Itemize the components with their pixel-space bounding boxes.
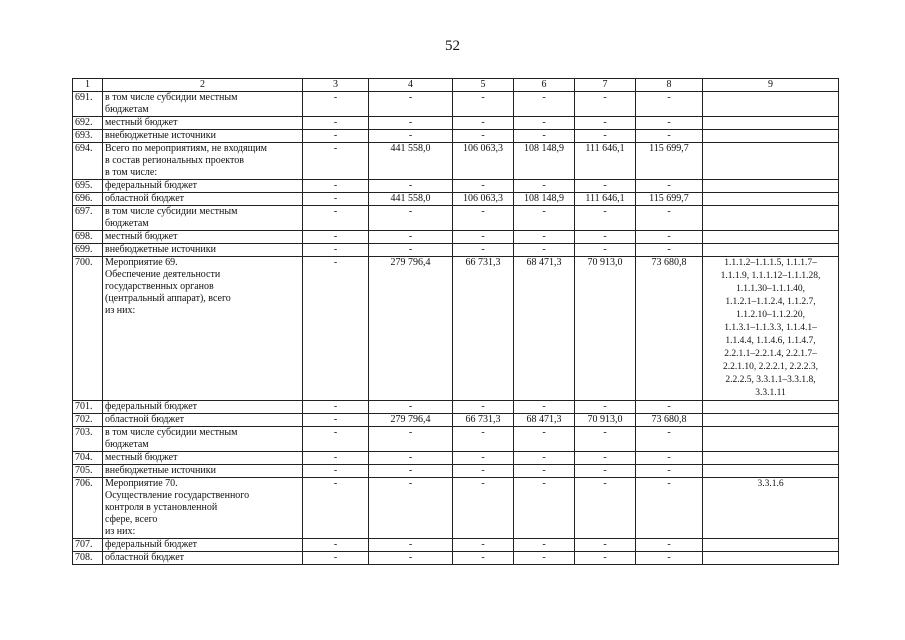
row-name	[103, 414, 303, 427]
value-cell: -	[453, 465, 514, 478]
row-name-line: из них:	[105, 305, 136, 316]
row-number: 707.	[73, 539, 103, 552]
value-cell: -	[636, 552, 703, 565]
row-number: 692.	[73, 117, 103, 130]
table-row	[73, 130, 839, 143]
row-number: 691.	[73, 92, 103, 117]
value-cell: -	[369, 244, 453, 257]
value-cell: -	[453, 244, 514, 257]
value-cell: -	[514, 478, 575, 539]
codes-cell	[703, 92, 839, 117]
value-cell: -	[369, 117, 453, 130]
row-name	[103, 478, 303, 539]
row-name-line: федеральный бюджет	[105, 401, 198, 412]
value-cell: -	[575, 401, 636, 414]
value-cell: -	[369, 478, 453, 539]
value-cell: -	[575, 231, 636, 244]
value-cell: -	[369, 92, 453, 117]
codes-cell	[703, 414, 839, 427]
value-cell: 108 148,9	[514, 143, 575, 180]
row-number: 701.	[73, 401, 103, 414]
table-row	[73, 231, 839, 244]
row-number: 708.	[73, 552, 103, 565]
row-name	[103, 427, 303, 452]
row-number: 694.	[73, 143, 103, 180]
row-name-line: Обеспечение деятельности	[105, 269, 221, 280]
value-cell: -	[303, 117, 369, 130]
value-cell: 111 646,1	[575, 193, 636, 206]
value-cell: -	[514, 452, 575, 465]
value-cell: 68 471,3	[514, 257, 575, 401]
value-cell: -	[303, 130, 369, 143]
row-name-line: местный бюджет	[105, 231, 178, 242]
value-cell: -	[303, 257, 369, 401]
value-cell: -	[636, 92, 703, 117]
value-cell: 115 699,7	[636, 143, 703, 180]
value-cell: -	[575, 539, 636, 552]
value-cell: 279 796,4	[369, 257, 453, 401]
codes-cell	[703, 427, 839, 452]
value-cell: 66 731,3	[453, 414, 514, 427]
value-cell: -	[575, 117, 636, 130]
row-name-line: Осуществление государственного	[105, 490, 250, 501]
value-cell: -	[453, 452, 514, 465]
value-cell: -	[453, 180, 514, 193]
code-line: 1.1.2.1–1.1.2.4, 1.1.2.7,	[725, 297, 816, 307]
value-cell: -	[636, 130, 703, 143]
value-cell: -	[303, 427, 369, 452]
page-number: 52	[445, 38, 460, 54]
value-cell: -	[303, 465, 369, 478]
value-cell: -	[514, 117, 575, 130]
value-cell: -	[514, 180, 575, 193]
table-row	[73, 143, 839, 180]
value-cell: -	[514, 427, 575, 452]
code-line: 1.1.1.30–1.1.1.40,	[736, 284, 805, 294]
row-name	[103, 539, 303, 552]
table-row	[73, 452, 839, 465]
codes-cell	[703, 180, 839, 193]
value-cell: -	[514, 231, 575, 244]
column-header: 7	[575, 79, 636, 92]
column-header: 1	[73, 79, 103, 92]
row-name-line: в том числе:	[105, 167, 158, 178]
value-cell: -	[369, 206, 453, 231]
codes-cell	[703, 206, 839, 231]
row-name-line: Мероприятие 69.	[105, 257, 178, 268]
value-cell: 441 558,0	[369, 143, 453, 180]
code-line: 3.3.1.11	[755, 388, 786, 398]
value-cell: -	[369, 130, 453, 143]
value-cell: -	[514, 465, 575, 478]
value-cell: 70 913,0	[575, 257, 636, 401]
row-name-line: Всего по мероприятиям, не входящим	[105, 143, 268, 154]
code-line: 1.1.1.2–1.1.1.5, 1.1.1.7–	[724, 258, 817, 268]
value-cell: -	[369, 539, 453, 552]
row-name	[103, 92, 303, 117]
value-cell: 68 471,3	[514, 414, 575, 427]
value-cell: -	[453, 231, 514, 244]
column-header: 3	[303, 79, 369, 92]
table-row	[73, 478, 839, 539]
row-name-line: федеральный бюджет	[105, 180, 198, 191]
value-cell: -	[453, 206, 514, 231]
column-header: 8	[636, 79, 703, 92]
row-name-line: внебюджетные источники	[105, 465, 216, 476]
value-cell: -	[369, 465, 453, 478]
codes-cell	[703, 244, 839, 257]
value-cell: -	[369, 552, 453, 565]
row-name	[103, 257, 303, 401]
row-name-line: государственных органов	[105, 281, 214, 292]
codes-cell	[703, 478, 839, 539]
row-name-line: контроля в установленной	[105, 502, 218, 513]
value-cell: -	[575, 244, 636, 257]
row-number: 696.	[73, 193, 103, 206]
value-cell: 108 148,9	[514, 193, 575, 206]
code-line: 1.1.1.9, 1.1.1.12–1.1.1.28,	[720, 271, 821, 281]
value-cell: -	[369, 180, 453, 193]
codes-cell	[703, 552, 839, 565]
row-name	[103, 244, 303, 257]
row-name	[103, 130, 303, 143]
row-number: 698.	[73, 231, 103, 244]
row-name	[103, 193, 303, 206]
value-cell: 441 558,0	[369, 193, 453, 206]
codes-cell	[703, 539, 839, 552]
value-cell: -	[514, 206, 575, 231]
value-cell: -	[369, 427, 453, 452]
table-row	[73, 92, 839, 117]
row-name-line: областной бюджет	[105, 193, 185, 204]
row-name	[103, 117, 303, 130]
column-header: 2	[103, 79, 303, 92]
row-number: 703.	[73, 427, 103, 452]
value-cell: -	[636, 452, 703, 465]
value-cell: -	[303, 452, 369, 465]
value-cell: -	[575, 465, 636, 478]
value-cell: -	[303, 244, 369, 257]
value-cell: -	[514, 401, 575, 414]
value-cell: -	[303, 143, 369, 180]
column-header: 5	[453, 79, 514, 92]
table-row	[73, 414, 839, 427]
row-number: 699.	[73, 244, 103, 257]
row-name	[103, 180, 303, 193]
row-name	[103, 401, 303, 414]
codes-cell	[703, 401, 839, 414]
header-row	[73, 79, 839, 92]
row-name-line: в том числе субсидии местным	[105, 92, 238, 103]
value-cell: -	[575, 206, 636, 231]
code-line: 2.2.1.1–2.2.1.4, 2.2.1.7–	[724, 349, 817, 359]
value-cell: -	[369, 452, 453, 465]
row-name-line: в том числе субсидии местным	[105, 427, 238, 438]
value-cell: -	[575, 452, 636, 465]
value-cell: -	[514, 130, 575, 143]
codes-cell	[703, 117, 839, 130]
row-name-line: областной бюджет	[105, 552, 185, 563]
budget-table	[72, 78, 839, 565]
value-cell: -	[636, 206, 703, 231]
row-name-line: в том числе субсидии местным	[105, 206, 238, 217]
row-name	[103, 552, 303, 565]
row-name-line: бюджетам	[105, 218, 149, 229]
value-cell: -	[453, 552, 514, 565]
table-row	[73, 401, 839, 414]
code-line: 1.1.4.4, 1.1.4.6, 1.1.4.7,	[725, 336, 816, 346]
table-row	[73, 193, 839, 206]
row-name-line: внебюджетные источники	[105, 244, 216, 255]
value-cell: 279 796,4	[369, 414, 453, 427]
row-name	[103, 465, 303, 478]
table-body	[73, 92, 839, 565]
row-number: 695.	[73, 180, 103, 193]
row-number: 700.	[73, 257, 103, 401]
value-cell: -	[514, 539, 575, 552]
value-cell: -	[575, 180, 636, 193]
value-cell: 106 063,3	[453, 143, 514, 180]
table-row	[73, 206, 839, 231]
value-cell: -	[369, 231, 453, 244]
codes-cell	[703, 130, 839, 143]
value-cell: -	[636, 244, 703, 257]
code-line: 2.2.2.5, 3.3.1.1–3.3.1.8,	[725, 375, 816, 385]
value-cell: -	[636, 401, 703, 414]
table-row	[73, 244, 839, 257]
value-cell: 115 699,7	[636, 193, 703, 206]
codes-cell	[703, 143, 839, 180]
row-name	[103, 143, 303, 180]
column-header: 9	[703, 79, 839, 92]
value-cell: -	[303, 193, 369, 206]
column-header: 6	[514, 79, 575, 92]
value-cell: -	[514, 92, 575, 117]
code-line: 1.1.2.10–1.1.2.20,	[736, 310, 805, 320]
row-name-line: Мероприятие 70.	[105, 478, 178, 489]
table-row	[73, 539, 839, 552]
value-cell: -	[453, 478, 514, 539]
value-cell: 73 680,8	[636, 414, 703, 427]
value-cell: 66 731,3	[453, 257, 514, 401]
table-row	[73, 257, 839, 401]
table-row	[73, 552, 839, 565]
row-number: 693.	[73, 130, 103, 143]
row-name	[103, 231, 303, 244]
value-cell: -	[453, 92, 514, 117]
value-cell: -	[575, 130, 636, 143]
value-cell: -	[636, 180, 703, 193]
row-name-line: сфере, всего	[105, 514, 158, 525]
value-cell: -	[453, 427, 514, 452]
value-cell: -	[303, 539, 369, 552]
value-cell: -	[453, 130, 514, 143]
value-cell: -	[575, 427, 636, 452]
row-name-line: федеральный бюджет	[105, 539, 198, 550]
value-cell: 106 063,3	[453, 193, 514, 206]
value-cell: 111 646,1	[575, 143, 636, 180]
column-header: 4	[369, 79, 453, 92]
value-cell: -	[636, 465, 703, 478]
value-cell: -	[636, 231, 703, 244]
code-line: 2.2.1.10, 2.2.2.1, 2.2.2.3,	[723, 362, 818, 372]
value-cell: -	[303, 414, 369, 427]
row-name	[103, 452, 303, 465]
row-number: 697.	[73, 206, 103, 231]
value-cell: -	[303, 92, 369, 117]
value-cell: -	[303, 180, 369, 193]
value-cell: -	[575, 552, 636, 565]
row-name-line: областной бюджет	[105, 414, 185, 425]
value-cell: 70 913,0	[575, 414, 636, 427]
code-line: 3.3.1.6	[757, 479, 784, 489]
row-number: 705.	[73, 465, 103, 478]
value-cell: -	[303, 231, 369, 244]
value-cell: -	[369, 401, 453, 414]
row-name-line: в состав региональных проектов	[105, 155, 244, 166]
value-cell: -	[453, 401, 514, 414]
value-cell: -	[636, 427, 703, 452]
row-number: 704.	[73, 452, 103, 465]
table-row	[73, 180, 839, 193]
row-number: 702.	[73, 414, 103, 427]
row-name-line: из них:	[105, 526, 136, 537]
value-cell: 73 680,8	[636, 257, 703, 401]
codes-cell	[703, 452, 839, 465]
value-cell: -	[575, 92, 636, 117]
table-row	[73, 465, 839, 478]
row-name-line: местный бюджет	[105, 117, 178, 128]
value-cell: -	[303, 206, 369, 231]
value-cell: -	[636, 478, 703, 539]
value-cell: -	[453, 117, 514, 130]
codes-cell	[703, 257, 839, 401]
value-cell: -	[303, 478, 369, 539]
value-cell: -	[514, 244, 575, 257]
row-name-line: местный бюджет	[105, 452, 178, 463]
row-name-line: бюджетам	[105, 104, 149, 115]
value-cell: -	[636, 117, 703, 130]
table-row	[73, 427, 839, 452]
code-line: 1.1.3.1–1.1.3.3, 1.1.4.1–	[724, 323, 817, 333]
value-cell: -	[453, 539, 514, 552]
value-cell: -	[514, 552, 575, 565]
row-name-line: бюджетам	[105, 439, 149, 450]
row-name-line: внебюджетные источники	[105, 130, 216, 141]
row-number: 706.	[73, 478, 103, 539]
table-row	[73, 117, 839, 130]
codes-cell	[703, 465, 839, 478]
codes-cell	[703, 231, 839, 244]
value-cell: -	[303, 552, 369, 565]
row-name-line: (центральный аппарат), всего	[105, 293, 231, 304]
codes-cell	[703, 193, 839, 206]
value-cell: -	[575, 478, 636, 539]
row-name	[103, 206, 303, 231]
value-cell: -	[303, 401, 369, 414]
value-cell: -	[636, 539, 703, 552]
